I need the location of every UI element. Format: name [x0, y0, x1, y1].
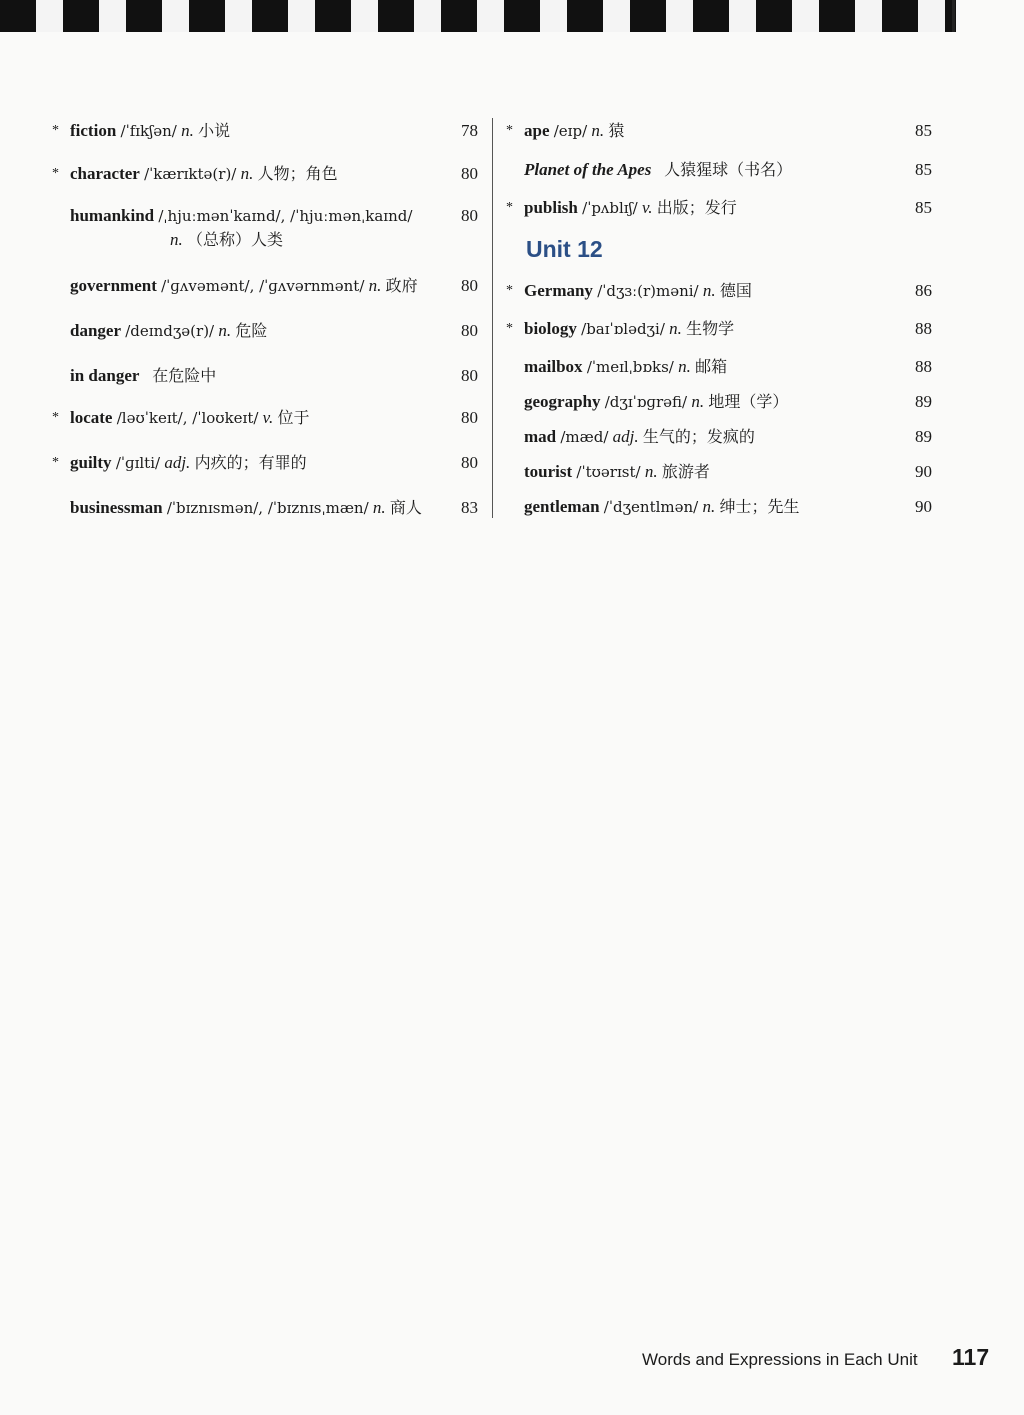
phonetic: /ˌhjuːmənˈkaɪnd/, /ˈhjuːmənˌkaɪnd/	[158, 207, 413, 225]
phonetic: /dʒɪˈɒɡrəfi/	[604, 393, 688, 411]
page-ref: 89	[915, 427, 932, 446]
vocab-word: ape	[524, 121, 550, 140]
part-of-speech: n.	[591, 121, 605, 140]
chinese-meaning: 政府	[385, 276, 418, 295]
part-of-speech: n.	[669, 319, 682, 338]
page-ref: 78	[461, 121, 478, 140]
book-title: Planet of the Apes	[524, 160, 652, 179]
phonetic: /ˈdʒɜː(r)məni/	[597, 282, 699, 300]
star-marker: *	[506, 321, 513, 336]
phonetic: /ˈdʒentlmən/	[603, 498, 699, 516]
part-of-speech: n.	[368, 276, 382, 295]
part-of-speech: n.	[218, 321, 232, 340]
chinese-meaning: 德国	[719, 281, 752, 300]
vocab-word: government	[70, 276, 157, 295]
vocab-entry	[52, 205, 482, 255]
vocab-word: biology	[524, 319, 577, 338]
star-marker: *	[52, 455, 59, 470]
vocab-word: mailbox	[524, 357, 583, 376]
part-of-speech: n.	[181, 121, 194, 140]
chinese-meaning: 邮箱	[695, 357, 728, 376]
phonetic: /eɪp/	[553, 122, 588, 140]
phonetic: /ˈɡʌvəmənt/, /ˈɡʌvərnmənt/	[161, 277, 365, 295]
page-ref: 88	[915, 319, 932, 338]
page-number: 117	[952, 1344, 990, 1370]
vocab-word: fiction	[70, 121, 117, 140]
page-ref: 85	[915, 160, 932, 179]
phonetic: /ˈbɪznɪsmən/, /ˈbɪznɪsˌmæn/	[166, 499, 369, 517]
binding-checker-strip	[0, 0, 956, 32]
part-of-speech: adj.	[612, 427, 639, 446]
chinese-meaning: 位于	[277, 408, 310, 427]
part-of-speech: adj.	[164, 453, 191, 472]
chinese-meaning: 内疚的；有罪的	[194, 453, 307, 472]
vocab-word: tourist	[524, 462, 573, 481]
part-of-speech: v.	[262, 408, 274, 427]
vocab-word: guilty	[70, 453, 112, 472]
vocab-word: geography	[524, 392, 601, 411]
part-of-speech: n.	[372, 498, 386, 517]
unit-heading: Unit 12	[526, 236, 603, 262]
page-footer	[640, 1344, 1000, 1372]
vocab-word: character	[70, 164, 140, 183]
page-ref: 85	[915, 121, 932, 140]
part-of-speech: n.	[240, 164, 254, 183]
part-of-speech: n.	[170, 230, 183, 249]
chinese-meaning: 生物学	[686, 319, 735, 338]
star-marker: *	[506, 200, 513, 215]
chinese-meaning: 商人	[389, 498, 422, 517]
vocab-word: humankind	[70, 206, 155, 225]
binding-strip-end	[952, 0, 955, 32]
page-ref: 80	[461, 276, 478, 295]
chinese-meaning: 人物；角色	[257, 164, 338, 183]
chinese-meaning: 人猿猩球（书名）	[664, 160, 793, 179]
page-ref: 89	[915, 392, 932, 411]
page-ref: 83	[461, 498, 478, 517]
vocab-word: danger	[70, 321, 121, 340]
star-marker: *	[506, 123, 513, 138]
chinese-meaning: 生气的；发疯的	[642, 427, 755, 446]
phonetic: /ˈtʊərɪst/	[576, 463, 641, 481]
part-of-speech: n.	[691, 392, 705, 411]
phonetic: /ˈfɪkʃən/	[120, 122, 177, 140]
page-ref: 80	[461, 206, 478, 225]
vocab-word: Germany	[524, 281, 593, 300]
vocab-phrase: in danger	[70, 366, 140, 385]
vocab-word: businessman	[70, 498, 163, 517]
vocab-word: publish	[524, 198, 578, 217]
vocab-word: locate	[70, 408, 113, 427]
chinese-meaning: 小说	[198, 121, 231, 140]
vocab-word: mad	[524, 427, 557, 446]
phonetic: /ləʊˈkeɪt/, /ˈloʊkeɪt/	[116, 409, 259, 427]
page-ref: 80	[461, 366, 478, 385]
column-divider	[492, 118, 493, 518]
chinese-meaning: 猿	[608, 121, 625, 140]
star-marker: *	[52, 410, 59, 425]
page-ref: 80	[461, 408, 478, 427]
page-ref: 86	[915, 281, 932, 300]
chinese-meaning: 危险	[235, 321, 268, 340]
phonetic: /ˈmeɪlˌbɒks/	[586, 358, 674, 376]
vocab-word: gentleman	[524, 497, 600, 516]
part-of-speech: n.	[702, 281, 716, 300]
page-ref: 88	[915, 357, 932, 376]
chinese-meaning: 出版；发行	[656, 198, 737, 217]
page-ref: 80	[461, 453, 478, 472]
part-of-speech: v.	[641, 198, 653, 217]
phonetic: /ˈkærɪktə(r)/	[144, 165, 237, 183]
part-of-speech: n.	[678, 357, 691, 376]
chinese-meaning: 绅士；先生	[719, 497, 800, 516]
part-of-speech: n.	[702, 497, 716, 516]
phonetic: /ˈɡɪlti/	[115, 454, 161, 472]
phonetic: /baɪˈɒlədʒi/	[581, 320, 665, 338]
page-ref: 85	[915, 198, 932, 217]
phonetic: /deɪndʒə(r)/	[125, 322, 215, 340]
page-ref: 90	[915, 462, 932, 481]
footer-title: Words and Expressions in Each Unit	[642, 1350, 918, 1369]
part-of-speech: n.	[644, 462, 658, 481]
star-marker: *	[52, 166, 59, 181]
chinese-meaning: 地理（学）	[708, 392, 789, 411]
phonetic: /mæd/	[560, 428, 609, 446]
star-marker: *	[506, 283, 513, 298]
phonetic: /ˈpʌblɪʃ/	[582, 199, 638, 217]
chinese-meaning: （总称）人类	[187, 230, 284, 249]
page-ref: 80	[461, 164, 478, 183]
page-ref: 80	[461, 321, 478, 340]
star-marker: *	[52, 123, 59, 138]
chinese-meaning: 旅游者	[661, 462, 710, 481]
page-ref: 90	[915, 497, 932, 516]
chinese-meaning: 在危险中	[152, 366, 217, 385]
